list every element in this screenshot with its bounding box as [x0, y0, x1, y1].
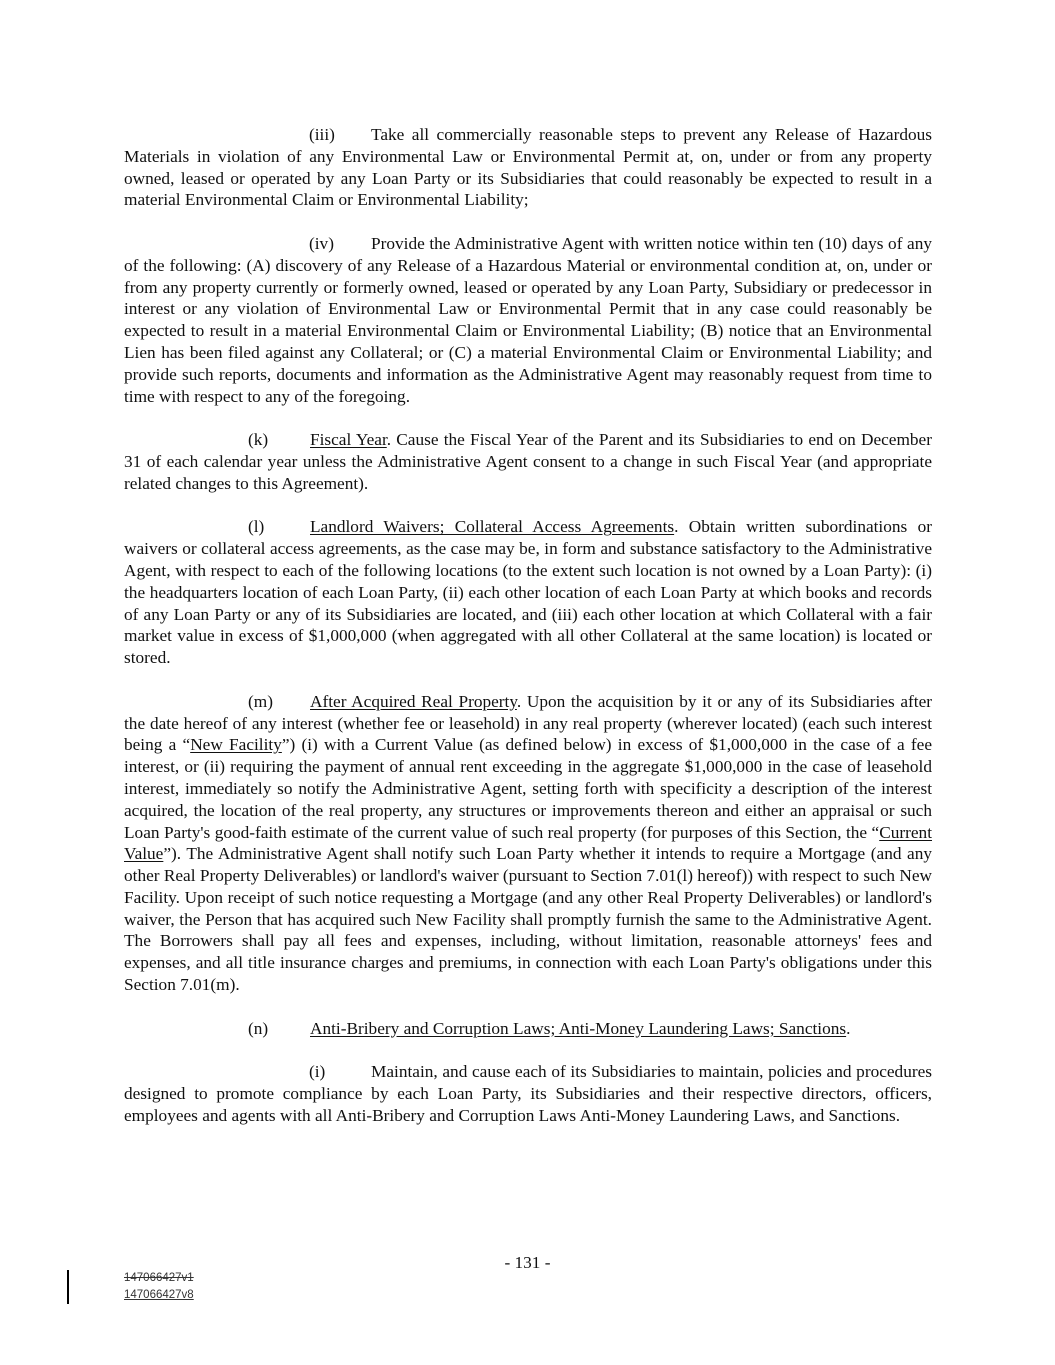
section-heading: Anti-Bribery and Corruption Laws; Anti-Money Laundering Laws; Sanctions: [310, 1018, 847, 1038]
paragraph-text: Take all commercially reasonable steps to prevent any Release of Hazardous Materials in violation of any Environmental Law or Environmental Permit at, on, under or from any property owned, leased or operated by any Loan Party or its Subsidiaries that could reasonably be expected to result in a material Environmental Claim or Environmental Liability;: [124, 125, 932, 210]
paragraph-text: Provide the Administrative Agent with written notice within ten (10) days of any of the following: (A) discovery of any Release of a Hazardous Material or environmental condition at, on, under or from any property currently or formerly owned, leased or operated by any Loan Party, Subsidiary or predecessor in interest or any violation of Environmental Law or Environmental Permit that in any case could reasonably be expected to result in a material Environmental Claim or Environmental Liability; (B) notice that an Environmental Lien has been filed against any Collateral; or (C) a material Environmental Claim or Environmental Liability; and provide such reports, documents and information as the Administrative Agent may reasonably request from time to time with respect to any of the foregoing.: [124, 233, 932, 406]
document-page: [124, 124, 932, 1127]
paragraph-text: ”) (i) with a Current Value (as defined below) in excess of $1,000,000 in the case of a fee interest, or (ii) requiring the payment of annual rent exceeding in the aggregate $1,000,000 in the case of leasehold interest, immediately so notify the Administrative Agent, setting forth with specificity a description of the interest acquired, the location of the real property, any structures or improvements thereon and either an appraisal or such Loan Party's good-faith estimate of the current value of such real property (for purposes of this Section, the “: [124, 735, 932, 842]
paragraph-number: (k): [248, 430, 269, 450]
paragraph-number: (l): [248, 517, 265, 537]
section-heading: Fiscal Year: [310, 430, 387, 450]
change-bar: [67, 1270, 69, 1304]
paragraph-number: (i): [309, 1062, 326, 1082]
paragraph-text: ”). The Administrative Agent shall notify such Loan Party whether it intends to require a Mortgage (and any other Real Property Deliverables) or landlord's waiver (pursuant to Section 7.01(l) hereof)) with respect to such New Facility. Upon receipt of such notice requesting a Mortgage (and any other Real Property Deliverables) or landlord's waiver, the Person that has acquired such New Facility shall promptly furnish the same to the Administrative Agent. The Borrowers shall pay all fees and expenses, including, without limitation, reasonable attorneys' fees and expenses, and all title insurance charges and premiums, in connection with each Loan Party's obligations under this Section 7.01(m).: [124, 844, 932, 995]
defined-term-current-value: Current Value: [124, 822, 932, 864]
paragraph-text: . Cause the Fiscal Year of the Parent and its Subsidiaries to end on December 31 of each calendar year unless the Administrative Agent consent to a change in such Fiscal Year (and appropriate related changes to this Agreement).: [124, 430, 932, 493]
paragraph-number: (m): [248, 691, 273, 711]
section-heading: After Acquired Real Property: [310, 691, 517, 711]
paragraph-text: . Obtain written subordinations or waivers or collateral access agreements, as the case may be, in form and substance satisfactory to the Administrative Agent, with respect to each of the following locations (to the extent such location is not owned by a Loan Party): (i) the headquarters location of each Loan Party, (ii) each other location of each Loan Party at which books and records of any Loan Party or any of its Subsidiaries are located, and (iii) each other location at which Collateral with a fair market value in excess of $1,000,000 (when aggregated with all other Collateral at the same location) is located or stored.: [124, 517, 932, 668]
section-heading: Landlord Waivers; Collateral Access Agreements: [310, 517, 675, 537]
doc-id-old: 147066427v1: [124, 1272, 194, 1284]
paragraph-l: [124, 516, 932, 669]
defined-term-new-facility: New Facility: [190, 735, 282, 755]
paragraph-n: [124, 1018, 932, 1040]
paragraph-text: Maintain, and cause each of its Subsidiaries to maintain, policies and procedures designed to promote compliance by each Loan Party, its Subsidiaries and their respective directors, officers, employees and agents with all Anti-Bribery and Corruption Laws Anti-Money Laundering Laws, and Sanctions.: [124, 1062, 932, 1125]
doc-id-new: 147066427v8: [124, 1289, 194, 1301]
paragraph-n-i: [124, 1061, 932, 1126]
paragraph-k: [124, 429, 932, 494]
paragraph-iv: [124, 233, 932, 407]
paragraph-number: (iii): [309, 125, 335, 144]
paragraph-m: [124, 691, 932, 996]
paragraph-text: . Upon the acquisition by it or any of its Subsidiaries after the date hereof of any interest (whether fee or leasehold) in any real property (wherever located) (each such interest being a “: [124, 691, 932, 755]
paragraph-number: (iv): [309, 233, 334, 253]
page-number: - 131 -: [504, 1253, 551, 1272]
paragraph-iii: [124, 124, 932, 211]
paragraph-number: (n): [248, 1018, 269, 1038]
paragraph-text: .: [846, 1018, 851, 1038]
